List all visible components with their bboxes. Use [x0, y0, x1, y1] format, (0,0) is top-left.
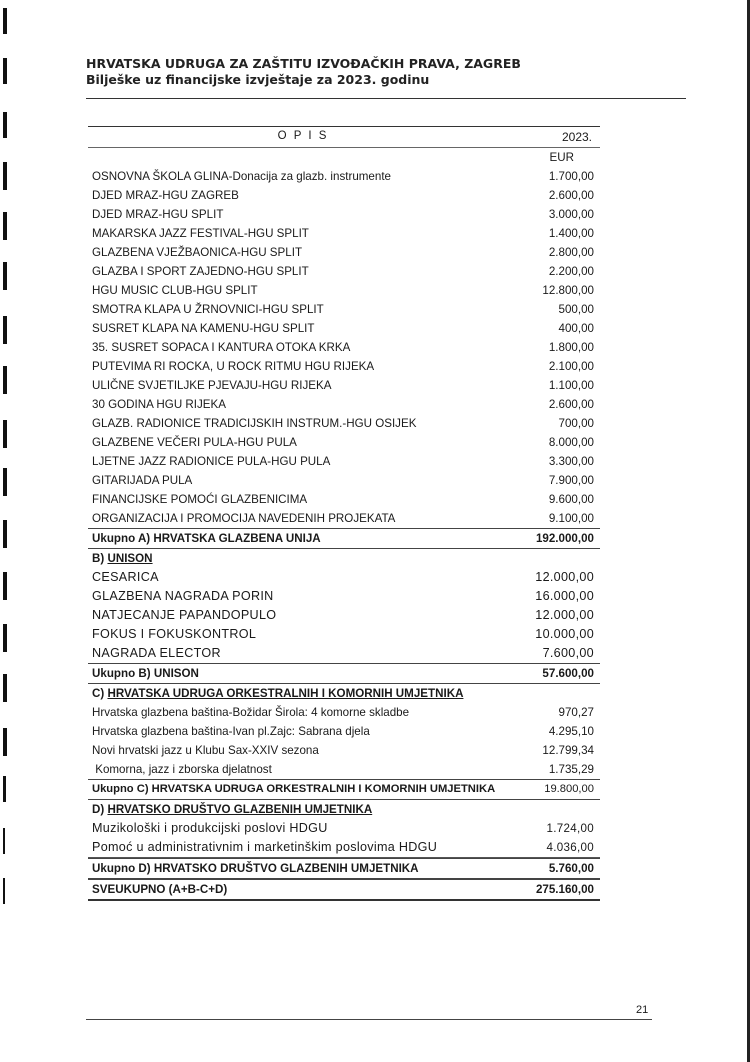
row-amount: 12.000,00	[535, 570, 594, 584]
total-row-d	[88, 858, 600, 879]
table-row	[88, 741, 600, 760]
total-amount: 57.600,00	[542, 667, 594, 680]
row-amount: 1.700,00	[548, 170, 594, 183]
total-amount: 192.000,00	[535, 532, 594, 545]
row-amount: 970,27	[558, 706, 594, 719]
table-row	[88, 433, 600, 452]
row-amount: 700,00	[558, 417, 594, 430]
row-amount: 2.100,00	[548, 360, 594, 373]
table-row	[88, 414, 600, 433]
column-header-description: O P I S	[277, 130, 329, 142]
total-amount: 19.800,00	[544, 783, 594, 795]
total-amount: 5.760,00	[548, 862, 594, 875]
row-description: FINANCIJSKE POMOĆI GLAZBENICIMA	[92, 493, 308, 506]
row-amount: 4.036,00	[546, 841, 594, 854]
footer-divider	[86, 1019, 652, 1020]
row-amount: 1.100,00	[548, 379, 594, 392]
table-row	[88, 338, 600, 357]
row-amount: 1.400,00	[548, 227, 594, 240]
total-label: Ukupno D) HRVATSKO DRUŠTVO GLAZBENIH UMJETNIKA	[92, 862, 419, 875]
table-row	[88, 376, 600, 395]
row-description: GLAZBENA NAGRADA PORIN	[92, 589, 274, 603]
row-amount: 12.799,34	[542, 744, 594, 757]
table-row	[88, 606, 600, 625]
table-row	[88, 568, 600, 587]
organization-title: HRVATSKA UDRUGA ZA ZAŠTITU IZVOĐAČKIH PRAVA, ZAGREB	[86, 56, 521, 71]
row-amount: 7.900,00	[548, 474, 594, 487]
row-amount: 12.800,00	[542, 284, 594, 297]
row-description: MAKARSKA JAZZ FESTIVAL-HGU SPLIT	[92, 227, 309, 240]
table-row	[88, 281, 600, 300]
grand-total-amount: 275.160,00	[535, 883, 594, 896]
table-header	[88, 126, 600, 148]
table-row	[88, 319, 600, 338]
row-amount: 2.600,00	[548, 398, 594, 411]
financial-table	[88, 126, 600, 901]
table-row	[88, 452, 600, 471]
row-description: GLAZBENA VJEŽBAONICA-HGU SPLIT	[92, 246, 303, 259]
row-amount: 1.735,29	[548, 763, 594, 776]
row-description: Pomoć u administrativnim i marketinškim poslovima HDGU	[92, 840, 438, 854]
row-amount: 10.000,00	[535, 627, 594, 641]
row-description: ULIČNE SVJETILJKE PJEVAJU-HGU RIJEKA	[92, 379, 332, 392]
total-label: Ukupno B) UNISON	[92, 667, 199, 680]
grand-total-label: SVEUKUPNO (A+B-C+D)	[92, 883, 228, 896]
row-description: DJED MRAZ-HGU SPLIT	[92, 208, 224, 221]
section-label: HRVATSKA UDRUGA ORKESTRALNIH I KOMORNIH UMJETNIKA	[107, 687, 464, 700]
table-row	[88, 471, 600, 490]
row-amount: 500,00	[558, 303, 594, 316]
table-row	[88, 838, 600, 858]
scan-binding-marks	[0, 0, 14, 1062]
table-row	[88, 205, 600, 224]
row-amount: 2.200,00	[548, 265, 594, 278]
row-amount: 3.300,00	[548, 455, 594, 468]
row-amount: 400,00	[558, 322, 594, 335]
row-amount: 2.600,00	[548, 189, 594, 202]
column-header-year: 2023.	[561, 130, 592, 144]
table-row	[88, 722, 600, 741]
table-row	[88, 300, 600, 319]
row-description: FOKUS I FOKUSKONTROL	[92, 627, 257, 641]
table-row	[88, 490, 600, 509]
row-amount: 16.000,00	[535, 589, 594, 603]
document-subtitle: Bilješke uz financijske izvještaje za 2023. godinu	[86, 72, 430, 87]
header-divider	[86, 98, 686, 99]
row-amount: 1.800,00	[548, 341, 594, 354]
table-row	[88, 262, 600, 281]
row-description: DJED MRAZ-HGU ZAGREB	[92, 189, 239, 202]
total-row-c	[88, 779, 600, 800]
row-amount: 3.000,00	[548, 208, 594, 221]
currency-unit: EUR	[549, 151, 574, 164]
table-row	[88, 395, 600, 414]
row-description: 35. SUSRET SOPACA I KANTURA OTOKA KRKA	[92, 341, 351, 354]
table-row	[88, 703, 600, 722]
row-description: ORGANIZACIJA I PROMOCIJA NAVEDENIH PROJEKATA	[92, 512, 396, 525]
row-amount: 1.724,00	[546, 822, 594, 835]
section-label: HRVATSKO DRUŠTVO GLAZBENIH UMJETNIKA	[107, 803, 373, 816]
table-row	[88, 819, 600, 838]
table-row	[88, 760, 600, 779]
table-row	[88, 625, 600, 644]
row-description: PUTEVIMA RI ROCKA, U ROCK RITMU HGU RIJEKA	[92, 360, 375, 373]
table-row	[88, 167, 600, 186]
total-row-a	[88, 528, 600, 549]
row-description: OSNOVNA ŠKOLA GLINA-Donacija za glazb. instrumente	[92, 170, 391, 183]
row-description: NAGRADA ELECTOR	[92, 646, 221, 660]
row-description: LJETNE JAZZ RADIONICE PULA-HGU PULA	[92, 455, 331, 468]
section-prefix: B)	[92, 552, 108, 565]
row-description: NATJECANJE PAPANDOPULO	[92, 608, 277, 622]
table-row	[88, 509, 600, 528]
row-description: GLAZB. RADIONICE TRADICIJSKIH INSTRUM.-HGU OSIJEK	[92, 417, 417, 430]
table-row	[88, 243, 600, 262]
row-description: SMOTRA KLAPA U ŽRNOVNICI-HGU SPLIT	[92, 303, 324, 316]
row-amount: 4.295,10	[548, 725, 594, 738]
total-row-b	[88, 663, 600, 684]
row-description: 30 GODINA HGU RIJEKA	[92, 398, 227, 411]
row-amount: 7.600,00	[542, 646, 594, 660]
document-header	[86, 56, 696, 88]
section-heading-c	[88, 684, 600, 703]
row-description: HGU MUSIC CLUB-HGU SPLIT	[92, 284, 258, 297]
row-description: GLAZBA I SPORT ZAJEDNO-HGU SPLIT	[92, 265, 309, 278]
table-row	[88, 357, 600, 376]
row-description: Komorna, jazz i zborska djelatnost	[92, 763, 272, 776]
row-description: Novi hrvatski jazz u Klubu Sax-XXIV sezona	[92, 744, 319, 757]
grand-total-row	[88, 879, 600, 901]
row-description: Hrvatska glazbena baština-Božidar Širola: 4 komorne skladbe	[92, 706, 410, 719]
row-description: GLAZBENE VEČERI PULA-HGU PULA	[92, 436, 297, 449]
section-heading-b	[88, 549, 600, 568]
row-amount: 2.800,00	[548, 246, 594, 259]
row-amount: 9.600,00	[548, 493, 594, 506]
table-row	[88, 644, 600, 663]
unit-row	[88, 148, 600, 167]
row-description: GITARIJADA PULA	[92, 474, 193, 487]
section-prefix: D)	[92, 803, 108, 816]
row-description: Hrvatska glazbena baština-Ivan pl.Zajc: Sabrana djela	[92, 725, 370, 738]
row-description: CESARICA	[92, 570, 159, 584]
row-amount: 8.000,00	[548, 436, 594, 449]
table-row	[88, 587, 600, 606]
row-amount: 9.100,00	[548, 512, 594, 525]
section-label: UNISON	[107, 552, 153, 565]
row-amount: 12.000,00	[535, 608, 594, 622]
total-label: Ukupno C) HRVATSKA UDRUGA ORKESTRALNIH I KOMORNIH UMJETNIKA	[92, 783, 496, 795]
table-row	[88, 224, 600, 243]
table-row	[88, 186, 600, 205]
section-prefix: C)	[92, 687, 108, 700]
row-description: Muzikološki i produkcijski poslovi HDGU	[92, 821, 328, 835]
section-heading-d	[88, 800, 600, 819]
row-description: SUSRET KLAPA NA KAMENU-HGU SPLIT	[92, 322, 315, 335]
page-number: 21	[636, 1004, 649, 1016]
total-label: Ukupno A) HRVATSKA GLAZBENA UNIJA	[92, 532, 321, 545]
